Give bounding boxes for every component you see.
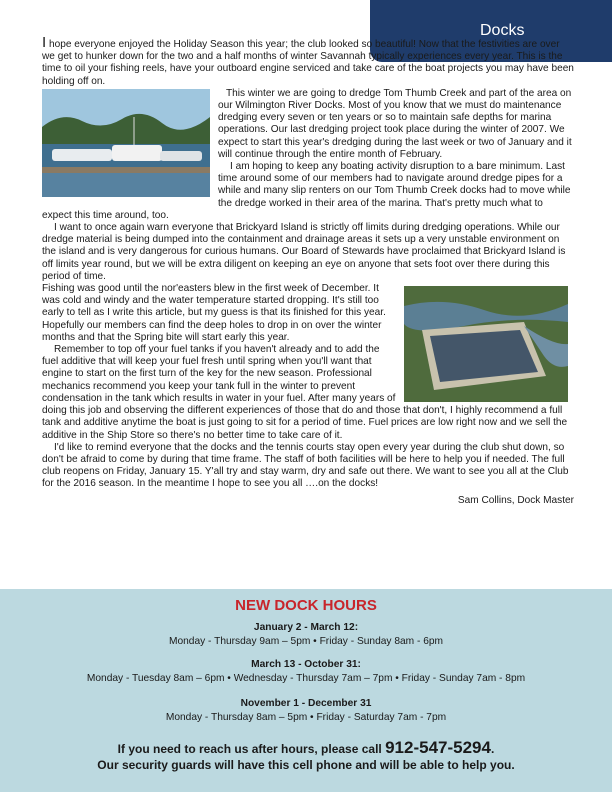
season-schedule: Monday - Thursday 9am – 5pm • Friday - Sunday 8am - 6pm (168, 636, 444, 647)
hours-season-3 (0, 697, 612, 725)
paragraph-disruption: I am hoping to keep any boating activity disruption to a bare minimum. Last time around some of our members had to navigate around dredge pipes for a while and many slip renters on our Tom Thumb Creek docks had to move while the dredge worked in their area of the marina. That's pretty much what to expect this time around, too. (42, 161, 571, 221)
contact-line-1: If you need to reach us after hours, please call 912-547-5294. (117, 738, 495, 757)
drop-cap: I (42, 34, 47, 51)
article-body (42, 34, 574, 507)
paragraph-dredging: This winter we are going to dredge Tom Thumb Creek and part of the area on our Wilmington River Docks. Most of you know that we must do maintenance dredging every seven or ten years or so to maintain safe depths for marina operations. Our last dredging project took place during the winter of 2007. We expect to start this year's dredging during the last week or two of January and it will continue through the entire month of February. (218, 87, 572, 160)
paragraph-reminder: I'd like to remind everyone that the docks and the tennis courts stay open every year during the club shut down, so don't be afraid to come by during that time frame. The staff of both facilities will be here to help you if needed. The full club reopens on Friday, January 15. Y'all try and stay warm, dry and safe out there. We want to see you all at the Club for the 2016 season. In the meantime I hope to see you all ….on the docks! (42, 441, 569, 490)
hours-season-1 (0, 621, 612, 649)
dock-hours-title: NEW DOCK HOURS (235, 597, 377, 614)
season-schedule: Monday - Thursday 8am – 5pm • Friday - Saturday 7am - 7pm (165, 712, 447, 723)
marina-docks-photo (42, 89, 210, 197)
brickyard-island-aerial-photo (404, 286, 568, 402)
paragraph-fishing: Fishing was good until the nor'easters blew in the first week of December. It was cold and windy and the water temperature started dropping. It's still too early to tell as I write this article, but my guess is that its finished for this year. Hopefully our members can find the deep holes to drop in on over the winter months and that the Spring bite will start early this year. (42, 283, 386, 343)
season-range: January 2 - March 12: (253, 622, 359, 633)
season-schedule: Monday - Tuesday 8am – 6pm • Wednesday - Thursday 7am – 7pm • Friday - Sunday 7am - 8pm (86, 673, 526, 684)
dock-hours-panel (0, 589, 612, 792)
phone-number[interactable]: 912-547-5294 (385, 738, 491, 757)
signature: Sam Collins, Dock Master (457, 494, 574, 506)
paragraph-brickyard: I want to once again warn everyone that Brickyard Island is strictly off limits during dredging operations. While our dredge material is being dumped into the containment and drainage areas it sets up a very unstable environment on the island and is very dangerous for curious humans. Our Board of Stewards have proclaimed that Brickyard Island is off limits year round, but we will be extra diligent on keeping an eye on anyone that sets foot over there during this period of time. (42, 222, 566, 282)
after-hours-contact (0, 740, 612, 773)
paragraph-fuel: Remember to top off your fuel tanks if you haven't already and to add the fuel additive that will keep your fuel fresh until spring when you'll want that engine to start on the first turn of the key for the new season. Professional mechanics recommend you keep your tank full in the winter to prevent condensation in the tank which results in water in your fuel. After many years of doing this job and observing the different experiences of those that do and those that don't, I highly recommend a full tank and additive anytime the boat is just going to sit for a period of time. Fuel prices are low right now and we sell the additive in the Ship Store so there's no better time to take care of it. (42, 344, 568, 441)
paragraph-intro: I hope everyone enjoyed the Holiday Season this year; the club looked so beautiful! Now that the festivities are over we get to hunker down for the two and a half months of winter Savannah typically experiences every year. This is the time to oil your fishing reels, have your outboard engine serviced and take care of the boat projects you may have been holding off on. (42, 34, 574, 87)
section-title: Docks (480, 22, 525, 39)
hours-season-2 (0, 658, 612, 686)
season-range: March 13 - October 31: (251, 659, 361, 670)
season-range: November 1 - December 31 (240, 698, 372, 709)
contact-line-2: Our security guards will have this cell phone and will be able to help you. (97, 758, 515, 772)
